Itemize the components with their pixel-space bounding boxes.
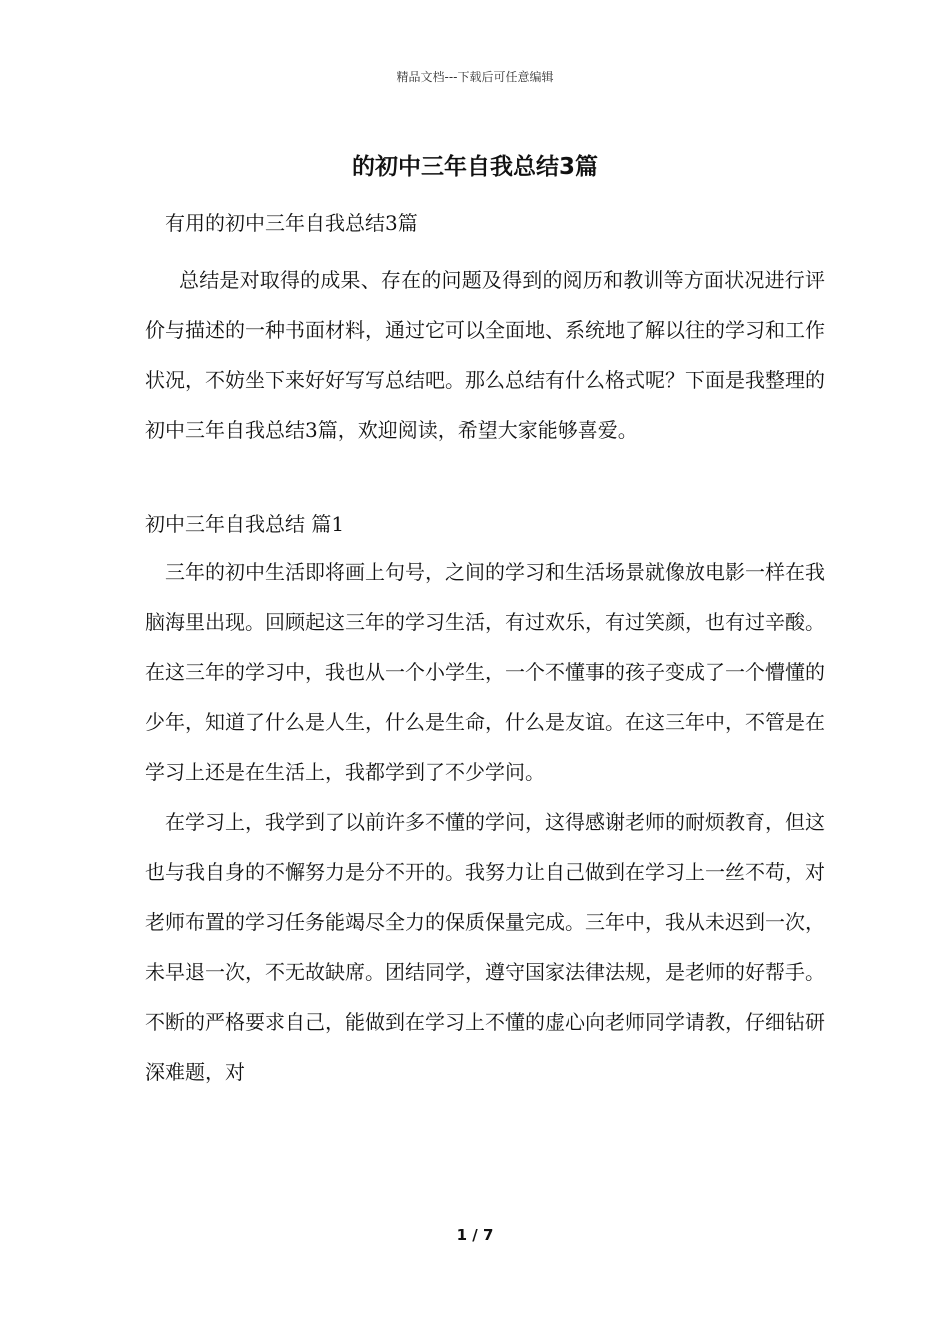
- section-heading-1: 初中三年自我总结 篇1: [145, 512, 345, 536]
- section1-paragraph-2: 在学习上，我学到了以前许多不懂的学问，这得感谢老师的耐烦教育，但这也与我自身的不懈努力是分不开的。我努力让自己做到在学习上一丝不苟，对老师布置的学习任务能竭尽全力的保质保量完成。三年中，我从未迟到一次，未早退一次，不无故缺席。团结同学，遵守国家法律法规，是老师的好帮手。不断的严格要求自己，能做到在学习上不懂的虚心向老师同学请教，仔细钻研深难题，对: [145, 810, 825, 1084]
- intro-paragraph: 总结是对取得的成果、存在的问题及得到的阅历和教训等方面状况进行评价与描述的一种书面材料，通过它可以全面地、系统地了解以往的学习和工作状况，不妨坐下来好好写写总结吧。那么总结有什么格式呢？下面是我整理的初中三年自我总结3篇，欢迎阅读，希望大家能够喜爱。: [145, 268, 825, 442]
- header-note: 精品文档---下载后可任意编辑: [396, 70, 554, 84]
- document-subtitle: 有用的初中三年自我总结3篇: [165, 211, 418, 235]
- section1-paragraph-1: 三年的初中生活即将画上句号，之间的学习和生活场景就像放电影一样在我脑海里出现。回顾起这三年的学习生活，有过欢乐，有过笑颜，也有过辛酸。在这三年的学习中，我也从一个小学生，一个不懂事的孩子变成了一个懵懂的少年，知道了什么是人生，什么是生命，什么是友谊。在这三年中，不管是在学习上还是在生活上，我都学到了不少学问。: [145, 560, 825, 784]
- page-number: 1 / 7: [456, 1226, 494, 1244]
- document-body: [145, 205, 825, 1097]
- document-title: 的初中三年自我总结3篇: [351, 154, 598, 180]
